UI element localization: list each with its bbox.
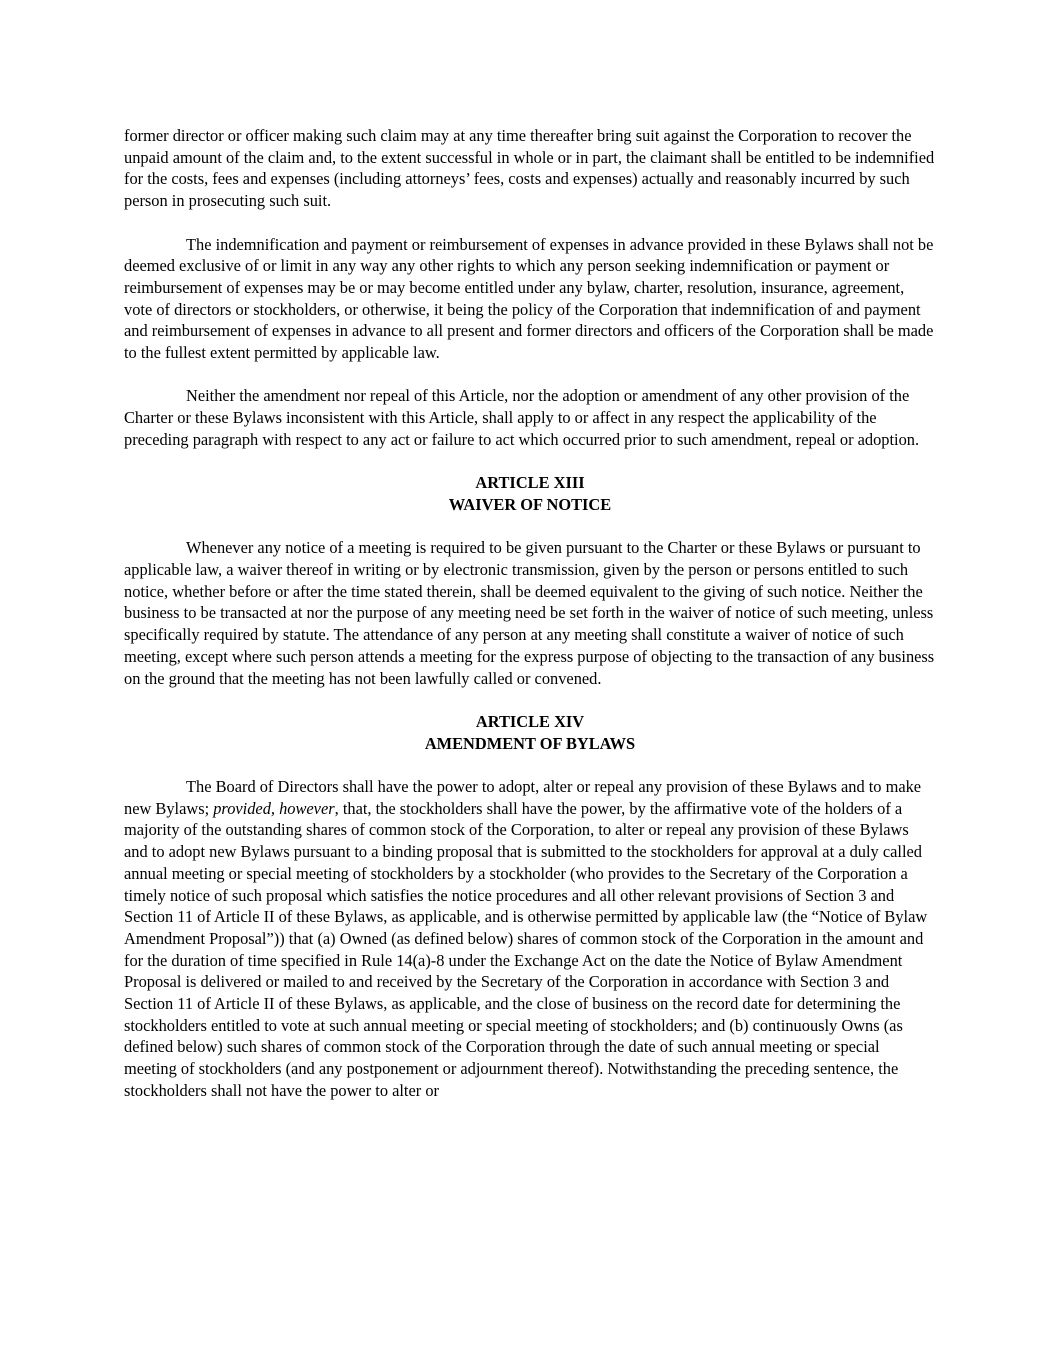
paragraph-amendment-repeal: Neither the amendment nor repeal of this Article, nor the adoption or amendment of any other provision of the Charter or these Bylaws inconsistent with this Article, shall apply to or affect in any respect the applicability of the preceding paragraph with respect to any act or failure to act which occurred prior to such amendment, repeal or adoption.: [124, 386, 920, 449]
article-xiii-number: ARTICLE XIII: [475, 473, 585, 493]
paragraph-claim-suit: former director or officer making such claim may at any time thereafter bring suit against the Corporation to recover the unpaid amount of the claim and, to the extent successful in whole or in part, the claimant shall be entitled to be indemnified for the costs, fees and expenses (including attorneys’ fees, costs and expenses) actually and reasonably incurred by such person in prosecuting such suit.: [124, 126, 935, 211]
article-xiv-number: ARTICLE XIV: [475, 711, 585, 731]
paragraph-waiver-of-notice: Whenever any notice of a meeting is required to be given pursuant to the Charter or these Bylaws or pursuant to applicable law, a waiver thereof in writing or by electronic transmission, given by the person or persons entitled to such notice, whether before or after the time stated therein, shall be deemed equivalent to the giving of such notice. Neither the business to be transacted at nor the purpose of any meeting need be set forth in the waiver of notice of such meeting, unless specifically required by statute. The attendance of any person at any meeting shall constitute a waiver of notice of such meeting, except where such person attends a meeting for the express purpose of objecting to the transaction of any business on the ground that the meeting has not been lawfully called or convened.: [124, 538, 935, 688]
paragraph-non-exclusivity: The indemnification and payment or reimbursement of expenses in advance provided in these Bylaws shall not be deemed exclusive of or limit in any way any other rights to which any person seeking indemnification or payment or reimbursement of expenses may be or may become entitled under any bylaw, charter, resolution, insurance, agreement, vote of directors or stockholders, or otherwise, it being the policy of the Corporation that indemnification of and payment and reimbursement of expenses in advance to all present and former directors and officers of the Corporation shall be made to the fullest extent permitted by applicable law.: [124, 234, 934, 363]
article-xiv-heading: [124, 711, 936, 754]
paragraph-amendment-text-start: The Board of Directors shall have the power to adopt, alter or repeal any provision of these Bylaws and to make new Bylaws;: [124, 777, 922, 818]
document-page: [124, 125, 936, 1123]
article-xiv-title: AMENDMENT OF BYLAWS: [424, 733, 636, 753]
paragraph-amendment-of-bylaws: [124, 776, 936, 1102]
article-xiii-title: WAIVER OF NOTICE: [448, 494, 612, 514]
paragraph-amendment-text-rest: , that, the stockholders shall have the power, by the affirmative vote of the holders of a majority of the outstanding shares of common stock of the Corporation, to alter or repeal any provision of these Bylaws and to adopt new Bylaws pursuant to a binding proposal that is submitted to the stockholders for approval at a duly called annual meeting or special meeting of stockholders by a stockholder (who provides to the Secretary of the Corporation a timely notice of such proposal which satisfies the notice procedures and all other relevant provisions of Section 3 and Section 11 of Article II of these Bylaws, as applicable, and is otherwise permitted by applicable law (the “Notice of Bylaw Amendment Proposal”)) that (a) Owned (as defined below) shares of common stock of the Corporation in the amount and for the duration of time specified in Rule 14(a)-8 under the Exchange Act on the date the Notice of Bylaw Amendment Proposal is delivered or mailed to and received by the Secretary of the Corporation in accordance with Section 3 and Section 11 of Article II of these Bylaws, as applicable, and the close of business on the record date for determining the stockholders entitled to vote at such annual meeting or special meeting of stockholders; and (b) continuously Owns (as defined below) such shares of common stock of the Corporation through the date of such annual meeting or special meeting of stockholders (and any postponement or adjournment thereof). Notwithstanding the preceding sentence, the stockholders shall not have the power to alter or: [124, 798, 928, 1100]
article-xiii-heading: [124, 472, 936, 515]
provided-however-italic: provided, however: [213, 798, 335, 818]
